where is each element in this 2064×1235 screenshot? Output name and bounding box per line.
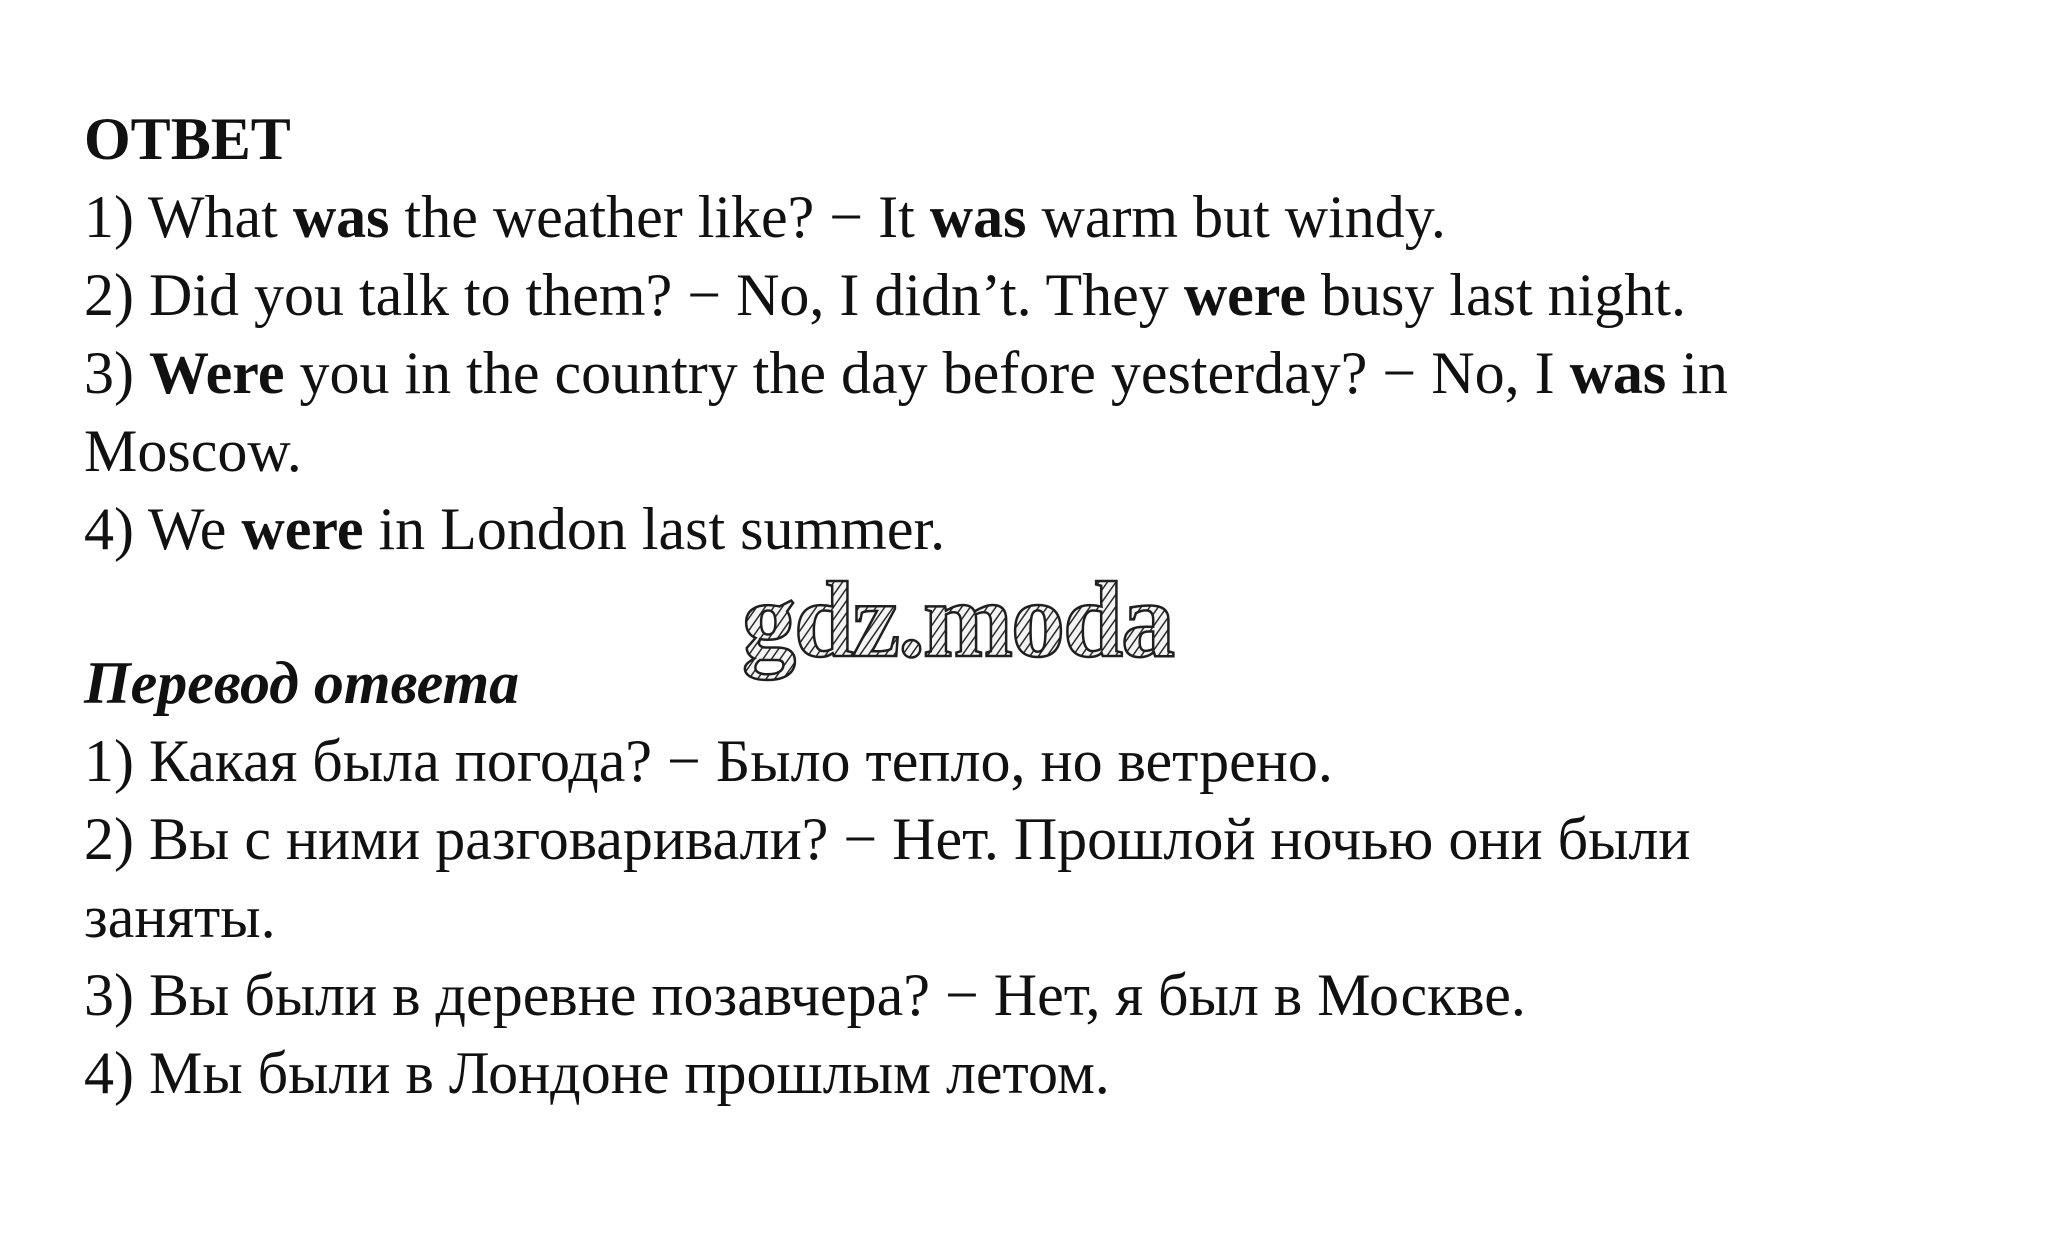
answer-item-4-number: 4) xyxy=(84,496,148,562)
answer-item-1 xyxy=(84,178,2024,256)
answer-item-1-text-b: the weather like? − It xyxy=(389,184,930,250)
answer-item-1-number: 1) xyxy=(84,184,148,250)
answer-item-1-verb-a: was xyxy=(292,184,390,250)
translation-line-4: 3) Вы были в деревне позавчера? − Нет, я был в Москве. xyxy=(84,962,1526,1028)
answer-item-4-verb: were xyxy=(241,496,364,562)
answer-item-1-text-a: What xyxy=(147,184,293,250)
answer-item-2-number: 2) xyxy=(84,262,149,328)
answer-item-2-text-b: busy last night. xyxy=(1305,262,1686,328)
watermark-logo xyxy=(736,562,1336,692)
answer-item-3 xyxy=(84,334,2024,412)
translation-line-1: 1) Какая была погода? − Было тепло, но ветрено. xyxy=(84,728,1333,794)
answer-item-1-verb-b: was xyxy=(929,184,1027,250)
answer-item-4-text-a: We xyxy=(147,496,242,562)
answer-item-2-text-a: Did you talk to them? − No, I didn’t. They xyxy=(148,262,1184,328)
answer-item-4-text-b: in London last summer. xyxy=(363,496,946,562)
answer-item-2 xyxy=(84,256,2024,334)
answer-item-3-verb-a: Were xyxy=(148,340,285,406)
answer-item-3-number: 3) xyxy=(84,340,149,406)
translation-line-3: заняты. xyxy=(84,884,276,950)
translation-line-2: 2) Вы с ними разговаривали? − Нет. Прошлой ночью они были xyxy=(84,806,1691,872)
translation-heading: Перевод ответа xyxy=(84,650,520,716)
answer-item-3-continuation: Moscow. xyxy=(84,418,302,484)
answer-item-3-text-a: you in the country the day before yesterday? − No, I xyxy=(284,340,1570,406)
translation-list xyxy=(84,722,2024,1112)
answer-item-1-text-c: warm but windy. xyxy=(1026,184,1446,250)
answer-item-2-verb: were xyxy=(1183,262,1306,328)
answer-heading: ОТВЕТ xyxy=(84,106,291,172)
translation-line-5: 4) Мы были в Лондоне прошлым летом. xyxy=(84,1040,1110,1106)
answer-list xyxy=(84,178,2024,568)
watermark-text: gdz.moda xyxy=(742,562,1174,680)
answer-item-4 xyxy=(84,490,2024,568)
answer-item-3-verb-b: was xyxy=(1569,340,1667,406)
answer-item-3-text-b: in xyxy=(1666,340,1728,406)
